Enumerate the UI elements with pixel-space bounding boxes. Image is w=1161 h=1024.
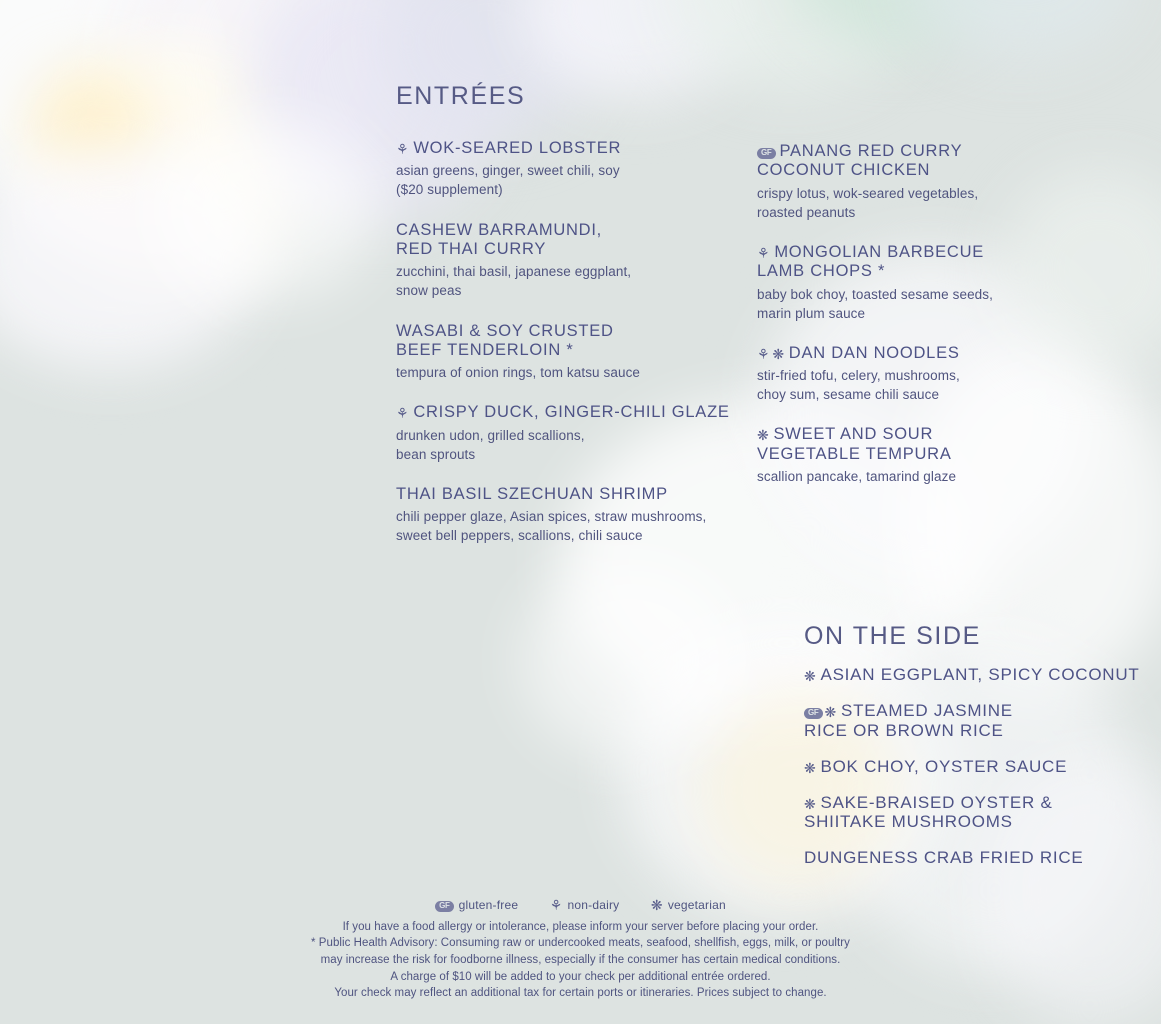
menu-item-name: ⚘ ❋ DAN DAN NOODLES <box>757 343 960 362</box>
menu-item-description: tempura of onion rings, tom katsu sauce <box>396 365 641 381</box>
menu-item-name: GF ❋ STEAMED JASMINE RICE OR BROWN RICE <box>804 700 1013 740</box>
menu-item-description: drunken udon, grilled scallions, bean sprouts <box>396 427 585 462</box>
menu-item-name: THAI BASIL SZECHUAN SHRIMP <box>396 484 668 503</box>
gluten-free-icon: GF <box>757 148 776 159</box>
menu-item <box>804 701 1149 741</box>
menu-item-description: stir-fried tofu, celery, mushrooms, choy sum, sesame chili sauce <box>757 368 960 403</box>
menu-item <box>396 322 751 383</box>
dietary-marks <box>757 243 772 261</box>
dietary-marks <box>757 425 771 443</box>
vegetarian-icon: ❋ <box>804 795 817 812</box>
footer-line-5: Your check may reflect an additional tax for certain ports or itineraries. Prices subject to change. <box>334 987 827 1000</box>
dietary-marks <box>757 344 787 362</box>
vegetarian-icon: ❋ <box>757 427 770 444</box>
menu-item-description: zucchini, thai basil, japanese eggplant, snow peas <box>396 264 632 299</box>
menu-item-name: ⚘ MONGOLIAN BARBECUE LAMB CHOPS * <box>757 242 985 281</box>
vegetarian-icon: ❋ <box>772 345 785 362</box>
dietary-marks <box>804 665 818 684</box>
gluten-free-icon: GF <box>435 901 454 912</box>
menu-item <box>396 403 751 464</box>
menu-item <box>804 757 1149 777</box>
vegetarian-icon: ❋ <box>804 668 817 684</box>
entrees-left-list <box>396 139 751 545</box>
on-the-side-title: ON THE SIDE <box>804 622 981 650</box>
menu-item-description: asian greens, ginger, sweet chili, soy ($20 supplement) <box>396 163 620 198</box>
dietary-marks <box>396 139 411 157</box>
menu-item-description: chili pepper glaze, Asian spices, straw mushrooms, sweet bell peppers, scallions, chili sauce <box>396 509 707 544</box>
dietary-marks <box>396 403 411 421</box>
legend-vegetarian: ❋ vegetarian <box>650 897 726 913</box>
dietary-marks <box>804 757 818 776</box>
menu-item-description: scallion pancake, tamarind glaze <box>757 469 957 485</box>
legend-non-dairy: ⚘ non-dairy <box>549 897 620 913</box>
menu-item <box>396 221 751 301</box>
menu-item-name: ⚘ WOK-SEARED LOBSTER <box>396 139 622 157</box>
menu-item <box>757 142 1077 222</box>
menu-item <box>804 793 1149 833</box>
non-dairy-icon: ⚘ <box>757 244 771 261</box>
menu-item <box>757 243 1077 323</box>
legend-gluten-free: GF gluten-free <box>435 898 522 912</box>
footer-line-4: A charge of $10 will be added to your check per additional entrée ordered. <box>390 970 771 983</box>
menu-item-description: crispy lotus, wok-seared vegetables, roasted peanuts <box>757 185 979 220</box>
menu-item <box>804 665 1149 685</box>
menu-item-name: DUNGENESS CRAB FRIED RICE <box>804 848 1084 868</box>
footer-line-1: If you have a food allergy or intolerance, please inform your server before placing your order. <box>342 920 819 933</box>
entrees-right-column <box>757 142 1077 507</box>
menu-item <box>396 139 751 200</box>
menu-item-name: ❋ SWEET AND SOUR VEGETABLE TEMPURA <box>757 425 952 463</box>
dietary-marks <box>757 142 778 160</box>
vegetarian-icon: ❋ <box>804 759 817 776</box>
entrees-section-title: ENTRÉES <box>396 82 526 110</box>
footer-line-2: * Public Health Advisory: Consuming raw or undercooked meats, seafood, shellfish, eggs, milk, or poultry <box>311 937 850 950</box>
footer-line-3: may increase the risk for foodborne illness, especially if the consumer has certain medical conditions. <box>320 954 841 967</box>
menu-item-name: WASABI & SOY CRUSTED BEEF TENDERLOIN * <box>396 321 614 359</box>
vegetarian-icon: ❋ <box>824 703 837 720</box>
menu-footer <box>0 898 1161 1002</box>
menu-item <box>396 485 751 546</box>
menu-item-name: ❋ BOK CHOY, OYSTER SAUCE <box>804 756 1068 776</box>
non-dairy-icon: ⚘ <box>757 345 771 362</box>
dietary-marks <box>804 701 839 720</box>
menu-item-name: CASHEW BARRAMUNDI, RED THAI CURRY <box>396 220 603 258</box>
entrees-right-list <box>757 142 1077 486</box>
non-dairy-icon: ⚘ <box>396 405 410 422</box>
menu-item-name: ❋ SAKE-BRAISED OYSTER & SHIITAKE MUSHROOMS <box>804 792 1053 832</box>
footer-fineprint <box>0 919 1161 1002</box>
menu-item-description: baby bok choy, toasted sesame seeds, marin plum sauce <box>757 286 993 321</box>
menu-item <box>757 425 1077 486</box>
dietary-legend <box>0 898 1161 914</box>
menu-item-name: ❋ ASIAN EGGPLANT, SPICY COCONUT <box>804 665 1140 684</box>
menu-item <box>804 848 1149 868</box>
menu-item <box>757 344 1077 405</box>
on-the-side-list <box>804 665 1149 868</box>
menu-item-name: GF PANANG RED CURRY COCONUT CHICKEN <box>757 142 963 180</box>
gluten-free-icon: GF <box>804 708 823 719</box>
non-dairy-icon: ⚘ <box>549 897 563 913</box>
on-the-side-section <box>804 622 1149 884</box>
menu-item-name: ⚘ CRISPY DUCK, GINGER-CHILI GLAZE <box>396 403 730 422</box>
entrees-left-column <box>396 82 751 566</box>
vegetarian-icon: ❋ <box>650 897 663 913</box>
non-dairy-icon: ⚘ <box>396 141 410 157</box>
dietary-marks <box>804 793 818 812</box>
